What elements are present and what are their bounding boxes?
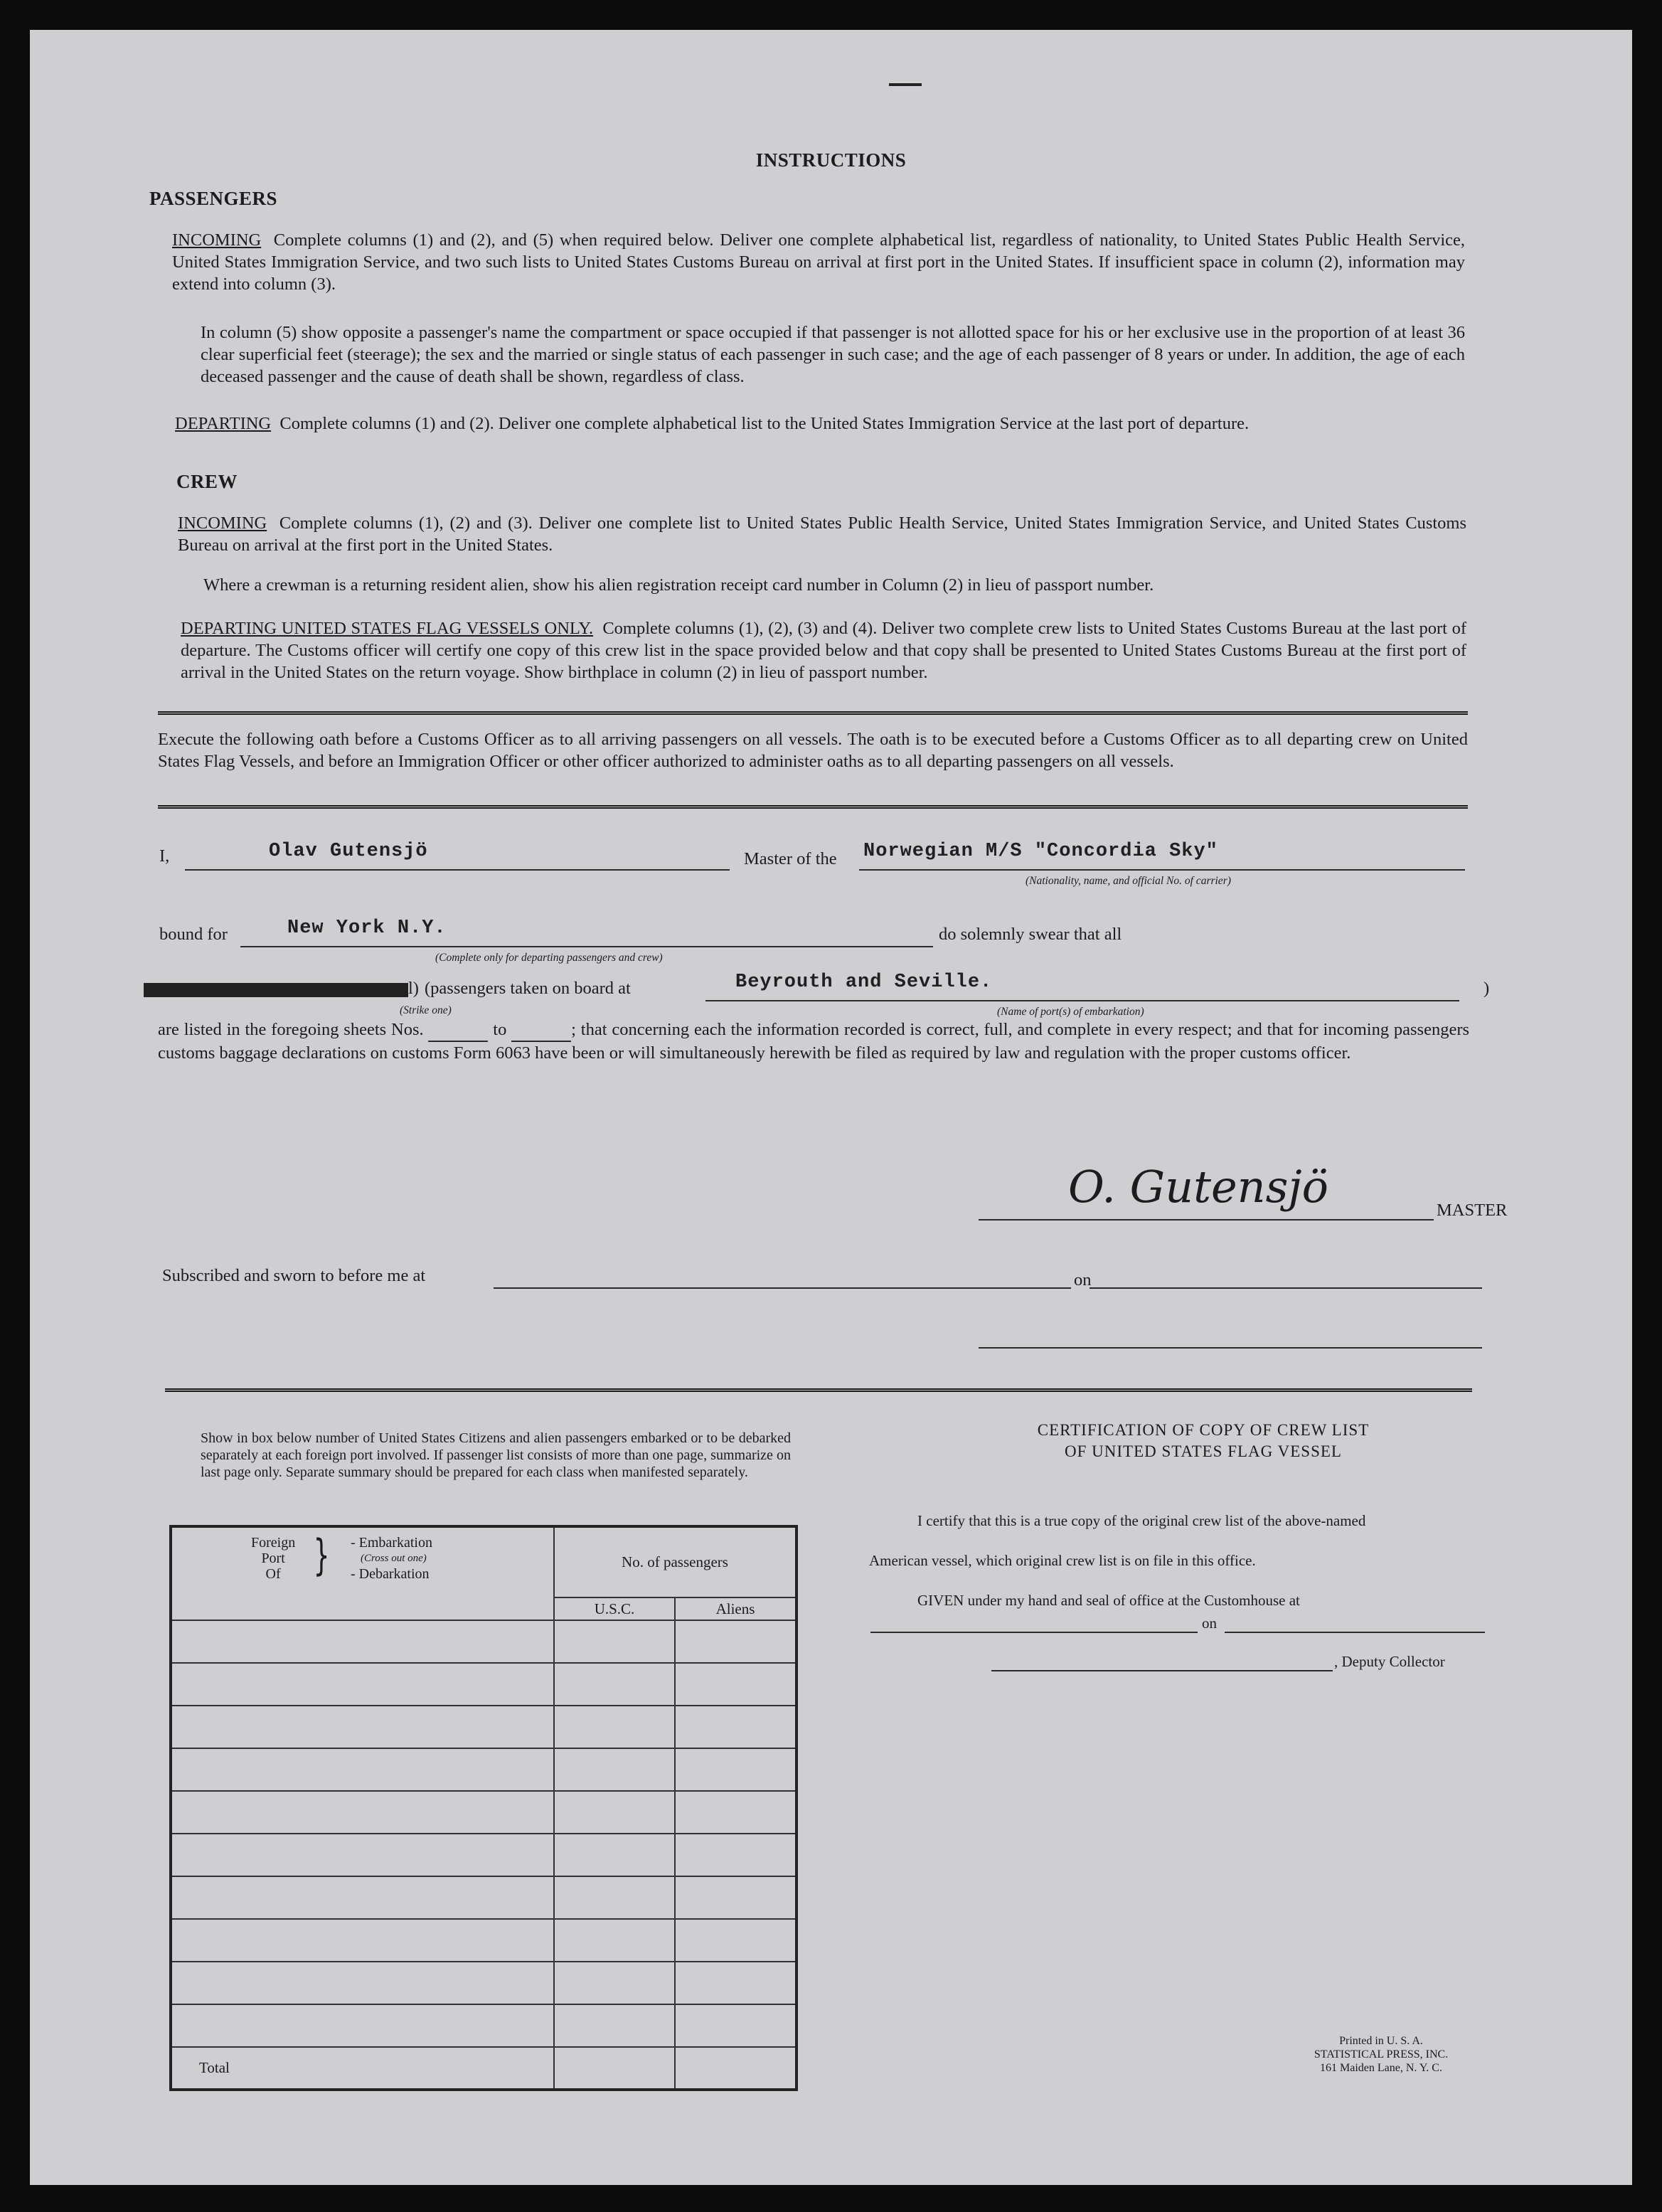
total-label: Total (199, 2059, 230, 2076)
passengers-incoming-label: INCOMING (172, 230, 262, 250)
usc-cell (554, 1620, 675, 1663)
printer-imprint (1239, 2034, 1523, 2075)
given-on-label: on (1202, 1615, 1217, 1632)
aliens-cell (675, 1962, 797, 2004)
strike-tail: l) (408, 979, 419, 998)
swear-label: do solemnly swear that all (939, 925, 1122, 944)
master-label: MASTER (1437, 1201, 1508, 1220)
column5-paragraph: In column (5) show opposite a passenger's name the compartment or space occupied if that passenger is not allotted space for his or her exclusive use in the proportion of at least 36 clear superficial feet (steerage); the sex and the married or single status of each passenger in such case; and the age of each passenger of 8 years or under. In addition, the age of each deceased passenger and the cause of death shall be shown, regardless of class. (201, 323, 1465, 386)
aliens-cell (675, 1748, 797, 1791)
sheets-to-blank (511, 1019, 571, 1042)
port-cell (171, 1834, 554, 1876)
certification-title-2: OF UNITED STATES FLAG VESSEL (1065, 1442, 1342, 1460)
aliens-cell (675, 1919, 797, 1962)
top-punch-mark (889, 83, 922, 86)
subscribed-date-line (1090, 1287, 1482, 1289)
aliens-cell (675, 2004, 797, 2047)
passengers-departing-text: Complete columns (1) and (2). Deliver one complete alphabetical list to the United States Immigration Service at the last port of departure. (279, 414, 1250, 433)
certify-line-1: I certify that this is a true copy of the original crew list of the above-named (917, 1512, 1366, 1529)
strike-caption: (Strike one) (400, 1004, 452, 1016)
summary-row (171, 1748, 797, 1791)
certification-title-1: CERTIFICATION OF COPY OF CREW LIST (1037, 1421, 1370, 1439)
sheets-from-blank (428, 1019, 488, 1042)
usc-cell (554, 1663, 675, 1706)
usc-cell (554, 1791, 675, 1834)
port-cell (171, 1919, 554, 1962)
port-label: Port (261, 1551, 285, 1566)
passengers-departing-label: DEPARTING (175, 414, 272, 433)
customhouse-line (870, 1632, 1198, 1633)
signature-line (979, 1219, 1434, 1221)
usc-cell (554, 1748, 675, 1791)
bound-for-value: New York N.Y. (287, 918, 447, 939)
subscribed-place-line (494, 1287, 1071, 1289)
crew-incoming-paragraph (178, 512, 1466, 556)
document-page (30, 30, 1632, 2185)
brace-icon: } (313, 1531, 330, 1580)
summary-row (171, 1706, 797, 1748)
printer-line-1: Printed in U. S. A. (1339, 2035, 1423, 2047)
close-paren: ) (1483, 979, 1490, 998)
sheets-rest: ; that concerning each the information recorded is correct, full, and complete in every respect; and that for incoming passengers customs baggage declarations on customs Form 6063 have been or will simultaneously herewith be filed as required by law and regulation with the proper customs officer. (158, 1020, 1470, 1063)
summary-instructions: Show in box below number of United States Citizens and alien passengers embarked or to be debarked separately at each foreign port involved. If passenger list consists of more than one page, summarize on last page only. Separate summary should be prepared for each class when manifested separately. (201, 1430, 791, 1480)
passengers-incoming-text: Complete columns (1) and (2), and (5) when required below. Deliver one complete alphabetical list, regardless of nationality, to United States Public Health Service, United States Immigration Service, and two such lists to United States Customs Bureau on arrival at first port in the United States. If insufficient space in column (2), information may extend into column (3). (172, 230, 1466, 294)
total-label-cell (171, 2047, 554, 2090)
crew-heading: CREW (176, 471, 238, 492)
divider-1 (158, 711, 1468, 715)
printer-line-2: STATISTICAL PRESS, INC. (1314, 2048, 1449, 2061)
aliens-cell (675, 1876, 797, 1919)
summary-row (171, 1876, 797, 1919)
struck-out-text (144, 983, 408, 997)
summary-row (171, 1834, 797, 1876)
usc-cell (554, 1919, 675, 1962)
vessel-line (859, 869, 1465, 871)
summary-row (171, 1620, 797, 1663)
crew-departing-label: DEPARTING UNITED STATES FLAG VESSELS ONLY. (181, 619, 594, 638)
deputy-collector-label: , Deputy Collector (1334, 1653, 1445, 1670)
printer-line-3: 161 Maiden Lane, N. Y. C. (1320, 2062, 1442, 2074)
crew-departing-paragraph (181, 617, 1466, 684)
subscribed-label: Subscribed and sworn to before me at (162, 1266, 426, 1285)
subscribed-on-label: on (1074, 1270, 1092, 1290)
oath-i-label: I, (159, 846, 170, 866)
ports-caption: (Name of port(s) of embarkation) (997, 1006, 1144, 1018)
officer-signature-line (979, 1347, 1482, 1349)
port-cell (171, 1706, 554, 1748)
summary-row (171, 1663, 797, 1706)
sheets-paragraph (158, 1019, 1469, 1064)
passengers-incoming-paragraph (172, 229, 1465, 295)
no-of-passengers-header: No. of passengers (554, 1526, 797, 1597)
usc-cell (554, 1834, 675, 1876)
aliens-cell (675, 1834, 797, 1876)
debarkation-label: - Debarkation (351, 1566, 430, 1582)
aliens-cell (675, 1620, 797, 1663)
total-aliens-cell (675, 2047, 797, 2090)
crew-incoming-label: INCOMING (178, 514, 267, 533)
foreign-label: Foreign (251, 1535, 296, 1551)
crew-resident-paragraph: Where a crewman is a returning resident alien, show his alien registration receipt card number in Column (2) in lieu of passport number. (203, 575, 1154, 595)
divider-3 (165, 1388, 1472, 1392)
usc-cell (554, 2004, 675, 2047)
port-cell (171, 2004, 554, 2047)
foreign-port-header (171, 1526, 554, 1620)
aliens-cell (675, 1791, 797, 1834)
summary-row (171, 2004, 797, 2047)
vessel-name: Norwegian M/S "Concordia Sky" (863, 841, 1218, 862)
passengers-departing-paragraph (175, 413, 1465, 435)
port-cell (171, 1876, 554, 1919)
sheets-prefix: are listed in the foregoing sheets Nos. (158, 1020, 424, 1039)
master-signature: O. Gutensjö (1068, 1161, 1328, 1213)
crew-incoming-text: Complete columns (1), (2) and (3). Deliver one complete list to United States Public Health Service, United States Immigration Service, and United States Customs Bureau on arrival at the first port in the United States. (178, 514, 1467, 555)
aliens-cell (675, 1706, 797, 1748)
master-name-line (185, 869, 730, 871)
summary-row (171, 1791, 797, 1834)
given-line: GIVEN under my hand and seal of office at the Customhouse at (917, 1592, 1300, 1609)
divider-2 (158, 805, 1468, 809)
master-name: Olav Gutensjö (269, 841, 428, 862)
port-cell (171, 1791, 554, 1834)
port-cell (171, 1620, 554, 1663)
sheets-to: to (493, 1020, 507, 1039)
usc-cell (554, 1706, 675, 1748)
bound-for-label: bound for (159, 925, 228, 944)
total-usc-cell (554, 2047, 675, 2090)
usc-cell (554, 1876, 675, 1919)
ports-value: Beyrouth and Seville. (735, 972, 993, 993)
oath-instructions: Execute the following oath before a Customs Officer as to all arriving passengers on all vessels. The oath is to be executed before a Customs Officer as to all departing crew on United States Flag Vessels, and before an Immigration Officer or other officer authorized to administer oaths as to all departing passengers on all vessels. (158, 730, 1468, 771)
usc-cell (554, 1962, 675, 2004)
bound-for-caption: (Complete only for departing passengers and crew) (435, 952, 663, 964)
instructions-title: INSTRUCTIONS (755, 149, 907, 171)
certify-line-2: American vessel, which original crew list is on file in this office. (869, 1552, 1256, 1569)
master-of-label: Master of the (744, 849, 837, 868)
usc-header: U.S.C. (554, 1597, 675, 1620)
bound-for-line (240, 946, 933, 947)
passengers-heading: PASSENGERS (149, 188, 278, 209)
aliens-cell (675, 1663, 797, 1706)
summary-row (171, 1919, 797, 1962)
given-date-line (1225, 1632, 1485, 1633)
embarkation-label: - Embarkation (351, 1535, 432, 1551)
port-cell (171, 1663, 554, 1706)
port-cell (171, 1962, 554, 2004)
cross-out-caption: (Cross out one) (361, 1553, 427, 1564)
crew-departing-text: Complete columns (1), (2), (3) and (4). Deliver two complete crew lists to United States Customs Bureau at the last port of departure. The Customs officer will certify one copy of this crew list in the space provided below and that copy shall be presented to United States Customs Bureau at the first port of arrival in the United States on the return voyage. Show birthplace in column (2) in lieu of passport number. (181, 619, 1466, 682)
port-cell (171, 1748, 554, 1791)
of-label: Of (265, 1566, 281, 1582)
deputy-collector-line (991, 1670, 1333, 1671)
vessel-caption: (Nationality, name, and official No. of carrier) (1026, 875, 1231, 887)
ports-line (705, 1000, 1459, 1001)
foreign-port-summary-table (169, 1525, 798, 2091)
summary-row (171, 1962, 797, 2004)
passengers-taken-label: (passengers taken on board at (425, 979, 631, 998)
aliens-header: Aliens (675, 1597, 797, 1620)
